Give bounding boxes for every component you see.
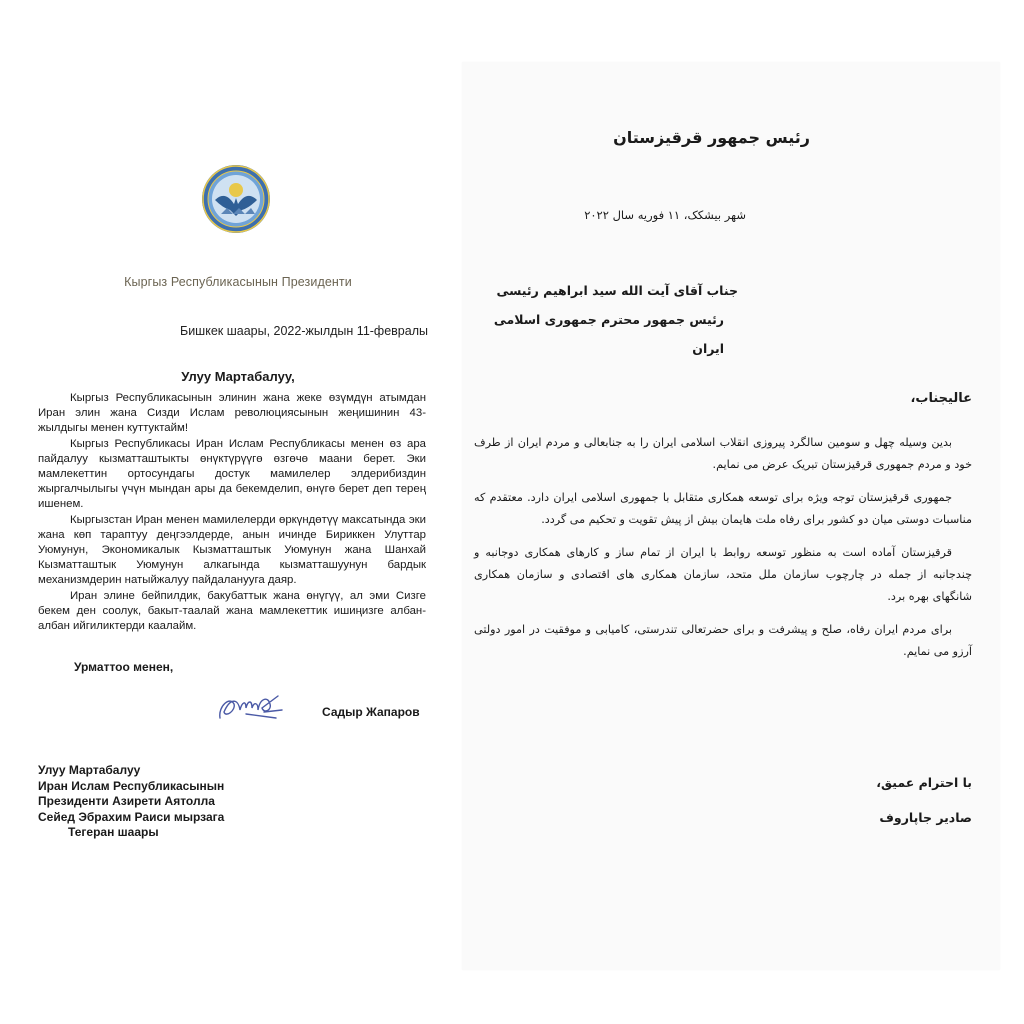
president-title: Кыргыз Республикасынын Президенти (124, 275, 352, 289)
letter-body (38, 391, 426, 634)
address-line: Улуу Мартабалуу (38, 763, 141, 777)
signer-name: صادیر جاپاروف (879, 810, 972, 825)
body-paragraph: جمهوری قرقیزستان توجه ویژه برای توسعه همکاری متقابل با جمهوری اسلامی ایران دارد. معتقدم که مناسبات دوستی میان دو کشور برای رفاه ملت هایمان بیش از پیش تقویت و تحکیم می گردد. (474, 491, 972, 526)
recipient-line: رئیس جمهور محترم جمهوری اسلامی ایران (493, 312, 724, 356)
kyrgyz-state-emblem-icon (201, 164, 271, 234)
letter-body (474, 432, 972, 674)
salutation: عالیجناب، (910, 391, 972, 406)
body-paragraph: Кыргыз Республикасы Иран Ислам Республикасы менен өз ара пайдалуу кызматташтыкты өнүктүрүүгө өзгөчө маани берет. Эки мамлекеттин ортосундагы достук мамилелер элдерибиздин жыргалчылыгы үчүн мындан ары да бекемделип, өнүгө берет деп терең ишенем. (38, 437, 426, 511)
body-paragraph: قرقیزستان آماده است به منظور توسعه روابط با ایران از تمام ساز و کارهای همکاری دوجانبه و چندجانبه از جمله در چارچوب سازمان ملل متحد، سازمان همکاری های اقتصادی و سازمان همکاری شانگهای بهره برد. (474, 546, 972, 603)
kyrgyz-letter-page (28, 150, 448, 870)
body-paragraph: برای مردم ایران رفاه، صلح و پیشرفت و برای حضرتعالی تندرستی، کامیابی و موفقیت در امور دولتی آرزو می نمایم. (474, 623, 972, 658)
recipient-block (462, 276, 738, 363)
letter-date: شهر بیشکک، ۱۱ فوریه سال ۲۰۲۲ (584, 208, 746, 222)
recipient-address (38, 763, 224, 841)
body-paragraph: Кыргыз Республикасынын элинин жана жеке өзүмдүн атымдан Иран элин жана Сизди Ислам революциясынын жеңишинин 43-жылдыгы менен куттуктайм! (38, 392, 426, 435)
closing: Урматтоо менен, (74, 660, 174, 674)
president-title: رئیس جمهور قرقیزستان (613, 128, 810, 147)
recipient-line: جناب آقای آیت الله سید ابراهیم رئیسی (496, 283, 738, 298)
address-line: Иран Ислам Республикасынын (38, 778, 225, 793)
handwritten-signature-icon (216, 688, 286, 728)
address-line: Тегеран шаары (68, 825, 159, 839)
address-line: Сейед Эбрахим Раиси мырзага (38, 809, 225, 824)
closing: با احترام عمیق، (876, 775, 972, 790)
body-paragraph: Кыргызстан Иран менен мамилелерди өркүндөтүү максатында эки жана көп тараптуу деңгээлдерде, анын ичинде Бириккен Улуттар Уюмунун, Экономикалык Кызматташтык Уюмунун жана Шанхай Кызматташтык Уюмунун алкагында кызматташуунун бардык механизмдерин натыйжалуу пайдаланууга даяр. (38, 513, 426, 587)
letter-date: Бишкек шаары, 2022-жылдын 11-февралы (180, 324, 428, 338)
signer-name: Садыр Жапаров (322, 705, 420, 719)
address-line: Президенти Азирети Аятолла (38, 794, 215, 808)
persian-letter-page (462, 62, 1000, 970)
body-paragraph: Иран элине бейпилдик, бакубаттык жана өнүгүү, ал эми Сизге бекем ден соолук, бакыт-таалай жана мамлекеттик ишиңизге албан-албан ийгиликтерди каалайм. (38, 589, 426, 633)
salutation: Улуу Мартабалуу, (181, 369, 295, 384)
body-paragraph: بدین وسیله چهل و سومین سالگرد پیروزی انقلاب اسلامی ایران را به جنابعالی و مردم ایران از طرف خود و مردم جمهوری قرقیزستان تبریک عرض می نمایم. (474, 436, 972, 471)
